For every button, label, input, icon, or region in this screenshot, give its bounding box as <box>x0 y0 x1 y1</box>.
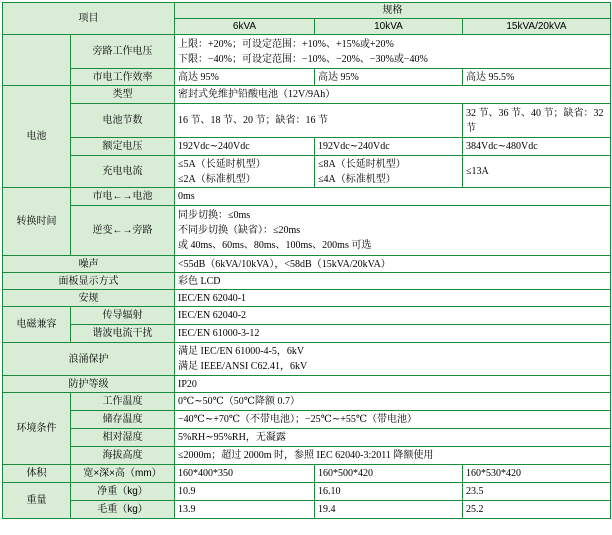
header-model-10kva: 10kVA <box>315 19 463 35</box>
bypass-voltage-value: 上限：+20%；可设定范围：+10%、+15%或+20% 下限：−40%；可设定范围：−10%、−20%、−30%或−40% <box>175 35 611 69</box>
environment-group-label: 环境条件 <box>3 393 71 465</box>
env-humidity-value: 5%RH∼95%RH，无凝露 <box>175 429 611 447</box>
battery-group-label: 电池 <box>3 86 71 188</box>
header-model-6kva: 6kVA <box>175 19 315 35</box>
header-item: 项目 <box>3 3 175 35</box>
battery-voltage-label: 额定电压 <box>71 138 175 156</box>
env-op-temp-label: 工作温度 <box>71 393 175 411</box>
emc-conducted-label: 传导辐射 <box>71 307 175 325</box>
env-altitude-value: ≤2000m；超过 2000m 时，参照 IEC 62040-3:2011 降额使用 <box>175 447 611 465</box>
battery-charge-label: 充电电流 <box>71 156 175 188</box>
mains-efficiency-15-20kva: 高达 95.5% <box>463 69 611 86</box>
transfer-mains-battery-label: 市电←→电池 <box>71 188 175 206</box>
battery-charge-10kva: ≤8A（长延时机型） ≤4A（标准机型） <box>315 156 463 188</box>
safety-value: IEC/EN 62040-1 <box>175 290 611 307</box>
volume-15-20kva: 160*530*420 <box>463 465 611 483</box>
surge-label: 浪涌保护 <box>3 343 175 376</box>
battery-count-large: 32 节、36 节、40 节；缺省：32 节 <box>463 104 611 138</box>
weight-net-6kva: 10.9 <box>175 483 315 501</box>
emc-harmonic-label: 谐波电流干扰 <box>71 325 175 343</box>
weight-net-15-20kva: 23.5 <box>463 483 611 501</box>
volume-group-label: 体积 <box>3 465 71 483</box>
protection-value: IP20 <box>175 376 611 393</box>
battery-voltage-15-20kva: 384Vdc∼480Vdc <box>463 138 611 156</box>
battery-charge-15-20kva: ≤13A <box>463 156 611 188</box>
emc-harmonic-value: IEC/EN 61000-3-12 <box>175 325 611 343</box>
env-storage-temp-value: −40℃∼+70℃（不带电池）；−25℃∼+55℃（带电池） <box>175 411 611 429</box>
battery-type-value: 密封式免维护铅酸电池（12V/9Ah） <box>175 86 611 104</box>
weight-net-10kva: 16.10 <box>315 483 463 501</box>
battery-voltage-10kva: 192Vdc∼240Vdc <box>315 138 463 156</box>
weight-gross-10kva: 19.4 <box>315 501 463 519</box>
group-blank <box>3 35 71 86</box>
transfer-inverter-bypass-value: 同步切换：≤0ms 不同步切换（缺省）：≤20ms 或 40ms、60ms、80ms、100ms、200ms 可选 <box>175 206 611 256</box>
mains-efficiency-6kva: 高达 95% <box>175 69 315 86</box>
weight-group-label: 重量 <box>3 483 71 519</box>
spec-table <box>2 2 611 519</box>
volume-6kva: 160*400*350 <box>175 465 315 483</box>
env-storage-temp-label: 储存温度 <box>71 411 175 429</box>
emc-group-label: 电磁兼容 <box>3 307 71 343</box>
env-humidity-label: 相对湿度 <box>71 429 175 447</box>
weight-gross-6kva: 13.9 <box>175 501 315 519</box>
transfer-mains-battery-value: 0ms <box>175 188 611 206</box>
panel-label: 面板显示方式 <box>3 273 175 290</box>
mains-efficiency-label: 市电工作效率 <box>71 69 175 86</box>
panel-value: 彩色 LCD <box>175 273 611 290</box>
safety-label: 安规 <box>3 290 175 307</box>
battery-charge-6kva: ≤5A（长延时机型） ≤2A（标准机型） <box>175 156 315 188</box>
env-altitude-label: 海拔高度 <box>71 447 175 465</box>
weight-gross-label: 毛重（kg） <box>71 501 175 519</box>
battery-count-label: 电池节数 <box>71 104 175 138</box>
header-spec: 规格 <box>175 3 611 19</box>
protection-label: 防护等级 <box>3 376 175 393</box>
header-model-15-20kva: 15kVA/20kVA <box>463 19 611 35</box>
volume-10kva: 160*500*420 <box>315 465 463 483</box>
volume-label: 宽×深×高（mm） <box>71 465 175 483</box>
mains-efficiency-10kva: 高达 95% <box>315 69 463 86</box>
bypass-voltage-label: 旁路工作电压 <box>71 35 175 69</box>
transfer-group-label: 转换时间 <box>3 188 71 256</box>
weight-net-label: 净重（kg） <box>71 483 175 501</box>
surge-value: 满足 IEC/EN 61000-4-5，6kV 满足 IEEE/ANSI C62.41，6kV <box>175 343 611 376</box>
noise-value: <55dB（6kVA/10kVA），<58dB（15kVA/20kVA） <box>175 256 611 273</box>
battery-type-label: 类型 <box>71 86 175 104</box>
battery-count-small: 16 节、18 节、20 节；缺省：16 节 <box>175 104 463 138</box>
emc-conducted-value: IEC/EN 62040-2 <box>175 307 611 325</box>
transfer-inverter-bypass-label: 逆变←→旁路 <box>71 206 175 256</box>
battery-voltage-6kva: 192Vdc∼240Vdc <box>175 138 315 156</box>
weight-gross-15-20kva: 25.2 <box>463 501 611 519</box>
noise-label: 噪声 <box>3 256 175 273</box>
env-op-temp-value: 0℃∼50℃（50℃降额 0.7） <box>175 393 611 411</box>
